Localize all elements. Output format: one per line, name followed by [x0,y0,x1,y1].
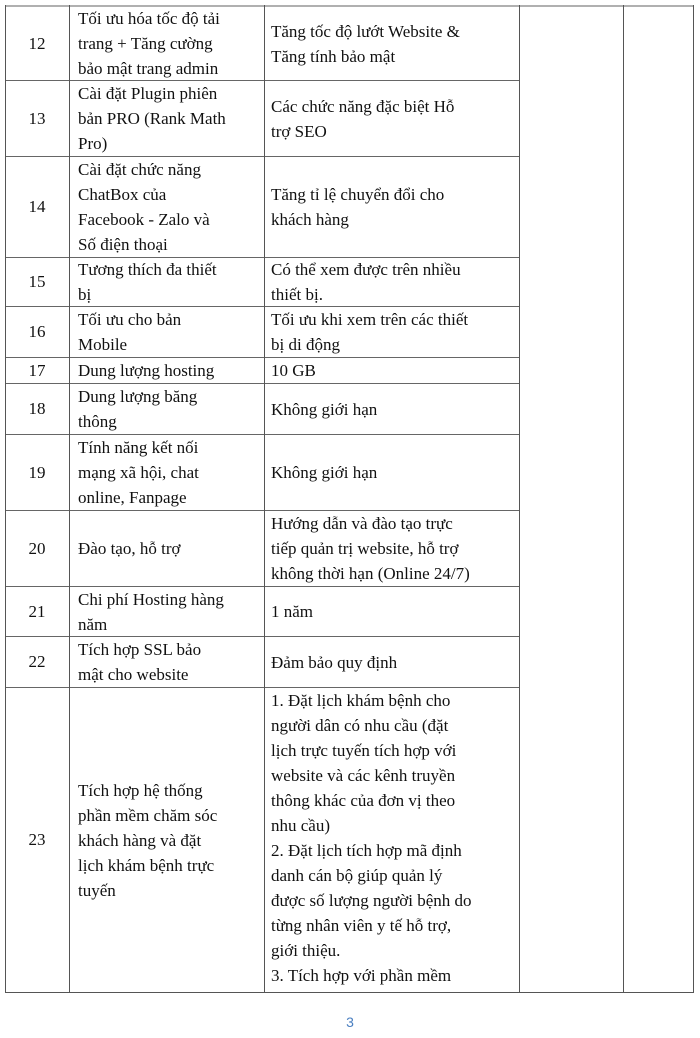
table-bottom-border [5,992,694,993]
feature-cell [69,435,264,510]
description-text: Hướng dẫn và đào tạo trực tiếp quản trị website, hỗ trợ không thời hạn (Online 24/7) [271,514,470,583]
description-cell [264,511,519,586]
description-text: Tối ưu khi xem trên các thiết bị di động [271,310,469,354]
table-row [5,258,519,307]
feature-cell [69,307,264,357]
description-text: Tăng tỉ lệ chuyển đổi cho khách hàng [271,185,445,229]
table-row [5,587,519,637]
column-border [519,5,520,993]
feature-cell [69,258,264,306]
description-text: Có thể xem được trên nhiều thiết bị. [271,260,461,304]
description-cell [264,307,519,357]
description-cell [264,258,519,306]
description-text: Không giới hạn [271,463,378,482]
description-cell [264,81,519,156]
column-border [69,5,70,993]
feature-cell [69,358,264,383]
row-number: 13 [28,108,46,128]
feature-cell [69,157,264,257]
feature-text: Tính năng kết nối mạng xã hội, chat online, Fanpage [78,438,199,507]
description-cell [264,7,519,80]
description-text: Đảm bảo quy định [271,652,398,672]
description-cell [264,384,519,434]
feature-text: Dung lượng băng thông [78,387,198,431]
feature-text: Cài đặt Plugin phiên bản PRO (Rank Math Pro) [78,84,226,153]
row-number: 17 [28,360,46,380]
description-text: Tăng tốc độ lướt Website & Tăng tính bảo mật [271,21,460,66]
row-number: 23 [28,830,46,849]
column-border [5,5,6,993]
table-row [5,435,519,511]
feature-text: Chi phí Hosting hàng năm [78,589,224,634]
description-cell [264,157,519,257]
row-number: 15 [28,272,46,291]
feature-text: Tích hợp hệ thống phần mềm chăm sóc khách hàng và đặt lịch khám bệnh trực tuyến [78,780,218,900]
description-cell [264,637,519,687]
feature-cell [69,587,264,636]
feature-text: Tối ưu hóa tốc độ tải trang + Tăng cường bảo mật trang admin [78,9,220,78]
description-cell [264,587,519,636]
feature-cell [69,384,264,434]
table-row [5,307,519,358]
table-row [5,384,519,435]
feature-text: Đào tạo, hỗ trợ [78,539,181,558]
feature-cell [69,81,264,156]
row-number: 18 [28,399,46,418]
feature-text: Tối ưu cho bản Mobile [78,310,182,354]
column-border [623,5,624,993]
description-cell [264,688,519,992]
table-row [5,358,519,384]
row-number: 16 [28,322,46,341]
row-number: 14 [28,197,46,216]
feature-text: Cài đặt chức năng ChatBox của Facebook - Zalo và Số điện thoại [78,160,210,254]
description-cell [264,358,519,383]
row-number: 20 [28,538,46,558]
feature-text: Tích hợp SSL bảo mật cho website [78,640,202,684]
description-text: Các chức năng đặc biệt Hỗ trợ SEO [271,96,455,141]
table-row [5,157,519,258]
feature-cell [69,511,264,586]
feature-cell [69,637,264,687]
table-row [5,688,519,992]
row-number: 19 [28,462,46,482]
description-cell [264,435,519,510]
description-text: 10 GB [271,361,316,380]
feature-cell [69,688,264,992]
feature-cell [69,7,264,80]
feature-text: Dung lượng hosting [78,361,215,380]
row-number: 22 [28,652,46,671]
description-text: 1. Đặt lịch khám bệnh cho người dân có nhu cầu (đặt lịch trực tuyến tích hợp với website và các kênh truyền thông khác của đơn vị theo nhu cầu) 2. Đặt lịch tích hợp mã định danh cán bộ giúp quản lý được số lượng người bệnh do từng nhân viên y tế hỗ trợ, giới thiệu. 3. Tích hợp với phần mềm [271,691,472,985]
table-row [5,7,519,81]
column-border [693,5,694,993]
description-text: Không giới hạn [271,399,378,419]
feature-text: Tương thích đa thiết bị [78,260,217,304]
table-row [5,511,519,587]
description-text: 1 năm [271,602,314,621]
page-number: 3 [346,1014,354,1030]
row-number: 12 [28,33,46,53]
row-number: 21 [28,601,46,621]
table-row [5,637,519,688]
column-border [264,5,265,993]
table-row [5,81,519,157]
